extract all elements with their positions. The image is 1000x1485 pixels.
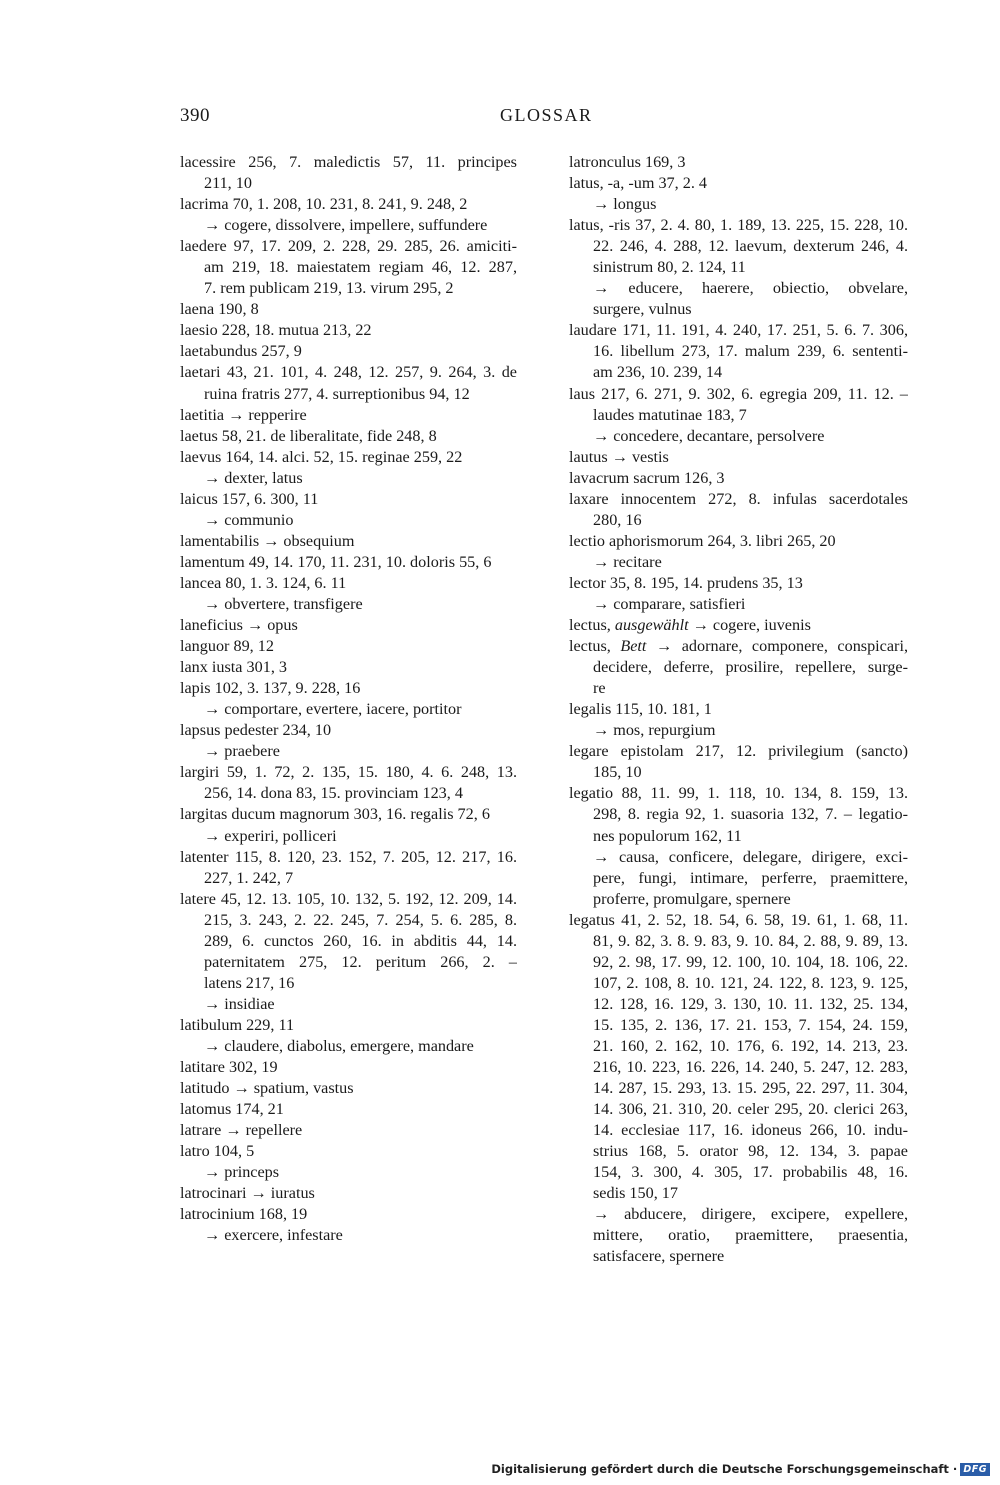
german-gloss: ausgewählt: [614, 616, 689, 635]
glossary-entry-continuation: 256, 14. dona 83, 15. provinciam 123, 4: [204, 784, 463, 803]
glossary-entry-continuation: 289, 6. cunctos 260, 16. in abditis 44, 14.: [204, 931, 517, 950]
glossary-entry: [569, 489, 908, 531]
glossary-entry: [569, 699, 908, 741]
glossary-entry-headline: laedere 97, 17. 209, 2. 228, 29. 285, 26. amiciti-: [180, 237, 517, 256]
glossary-entry-headline: laetabundus 257, 9: [180, 342, 302, 361]
glossary-entry-continuation: 216, 10. 223, 16. 226, 14. 240, 5. 247, 12. 283,: [593, 1058, 908, 1077]
glossary-entry-headline: laesio 228, 18. mutua 213, 22: [180, 321, 372, 340]
glossary-entry-headline: latenter 115, 8. 120, 23. 152, 7. 205, 12. 217, 16.: [180, 847, 517, 866]
glossary-entry-continuation: 107, 2. 108, 8. 10. 121, 24. 122, 8. 123, 9. 125,: [593, 973, 908, 992]
glossary-column-left: [180, 152, 517, 1246]
glossary-entry: [180, 1099, 517, 1120]
glossary-entry: [180, 531, 517, 552]
glossary-entry-headline: latitudo → spatium, vastus: [180, 1079, 354, 1098]
glossary-entry-headline: laudare 171, 11. 191, 4. 240, 17. 251, 5. 6. 7. 306,: [569, 321, 908, 340]
glossary-entry-headline: lectio aphorismorum 264, 3. libri 265, 20: [569, 531, 836, 550]
glossary-entry-headline: lapsus pedester 234, 10: [180, 721, 332, 740]
glossary-entry-headline: laneficius → opus: [180, 616, 298, 635]
glossary-entry-headline: laetitia → repperire: [180, 405, 307, 424]
glossary-entry: [180, 636, 517, 657]
glossary-entry-continuation: → princeps: [204, 1163, 280, 1182]
glossary-entry-headline: lector 35, 8. 195, 14. prudens 35, 13: [569, 573, 803, 592]
glossary-entry: [180, 299, 517, 320]
glossary-entry-continuation: 298, 8. regia 92, 1. suasoria 132, 7. – legatio-: [593, 805, 908, 824]
glossary-entry-continuation: → experiri, polliceri: [204, 826, 337, 845]
glossary-entry-headline: latus, -a, -um 37, 2. 4: [569, 174, 708, 193]
glossary-entry-headline: lectus, Bett → adornare, componere, conspicari,: [569, 637, 908, 656]
glossary-entry-continuation: → communio: [204, 510, 294, 529]
glossary-entry-headline: laetus 58, 21. de liberalitate, fide 248, 8: [180, 426, 437, 445]
glossary-entry: [180, 552, 517, 573]
glossary-entry-continuation: ruina fratris 277, 4. surreptionibus 94, 12: [204, 384, 470, 403]
glossary-entry-continuation: 21. 160, 2. 162, 10. 176, 6. 192, 14. 213, 23.: [593, 1036, 908, 1055]
glossary-entry-headline: legare epistolam 217, 12. privilegium (sancto): [569, 742, 908, 761]
glossary-entry-continuation: decidere, deferre, prosilire, repellere, surge-: [593, 658, 908, 677]
glossary-entry-continuation: am 219, 18. maiestatem regiam 46, 12. 287,: [204, 258, 517, 277]
glossary-entry-headline: laena 190, 8: [180, 300, 259, 319]
glossary-entry-headline: latrare → repellere: [180, 1121, 303, 1140]
glossary-entry-continuation: → dexter, latus: [204, 468, 303, 487]
glossary-entry-continuation: 14. ecclesiae 117, 16. idoneus 266, 10. indu-: [593, 1121, 908, 1140]
glossary-entry: [569, 215, 908, 320]
glossary-entry: [569, 531, 908, 573]
glossary-entry-headline: laetari 43, 21. 101, 4. 248, 12. 257, 9. 264, 3. de: [180, 363, 517, 382]
glossary-entry-continuation: 14. 306, 21. 310, 20. celer 295, 20. clerici 263,: [593, 1100, 908, 1119]
glossary-entry: [569, 384, 908, 447]
footer-credit: Digitalisierung gefördert durch die Deutsche Forschungsgemeinschaft ·: [491, 1462, 958, 1476]
glossary-entry-continuation: satisfacere, spernere: [593, 1247, 725, 1266]
glossary-entry-continuation: → abducere, dirigere, excipere, expellere,: [593, 1205, 908, 1224]
glossary-entry-continuation: → praebere: [204, 742, 280, 761]
glossary-entry-headline: latibulum 229, 11: [180, 1015, 295, 1034]
glossary-entry: [180, 1204, 517, 1246]
glossary-entry-continuation: 15. 135, 2. 136, 17. 21. 153, 7. 154, 24. 159,: [593, 1015, 908, 1034]
glossary-entry: [180, 1057, 517, 1078]
glossary-entry-headline: lautus → vestis: [569, 447, 669, 466]
glossary-entry: [569, 573, 908, 615]
glossary-entry-headline: lancea 80, 1. 3. 124, 6. 11: [180, 573, 347, 592]
glossary-entry-continuation: 7. rem publicam 219, 13. virum 295, 2: [204, 279, 454, 298]
glossary-entry: [180, 152, 517, 194]
glossary-entry-headline: largitas ducum magnorum 303, 16. regalis 72, 6: [180, 805, 490, 824]
glossary-entry: [180, 1078, 517, 1099]
glossary-entry: [180, 847, 517, 889]
glossary-entry-continuation: → cogere, dissolvere, impellere, suffundere: [204, 216, 488, 235]
glossary-entry: [180, 720, 517, 762]
glossary-column-right: [569, 152, 908, 1267]
glossary-entry-continuation: paternitatem 275, 12. peritum 266, 2. –: [204, 952, 517, 971]
glossary-entry-continuation: 280, 16: [593, 510, 642, 529]
glossary-entry-continuation: 16. libellum 273, 17. malum 239, 6. sententi-: [593, 342, 908, 361]
glossary-entry-headline: latrocinium 168, 19: [180, 1205, 308, 1224]
glossary-entry: [180, 341, 517, 362]
glossary-entry-continuation: pere, fungi, intimare, perferre, praemittere,: [593, 868, 908, 887]
glossary-entry-continuation: am 236, 10. 239, 14: [593, 363, 723, 382]
glossary-entry-continuation: → comparare, satisfieri: [593, 594, 746, 613]
glossary-entry-continuation: 215, 3. 243, 2. 22. 245, 7. 254, 5. 6. 285, 8.: [204, 910, 517, 929]
glossary-entry-continuation: → educere, haerere, obiectio, obvelare,: [593, 279, 908, 298]
glossary-entry-headline: lamentum 49, 14. 170, 11. 231, 10. doloris 55, 6: [180, 552, 492, 571]
glossary-entry-continuation: 12. 128, 16. 129, 3. 130, 10. 11. 132, 25. 134,: [593, 994, 908, 1013]
glossary-entry: [180, 362, 517, 404]
running-title: GLOSSAR: [500, 105, 593, 125]
glossary-entry-continuation: latens 217, 16: [204, 973, 295, 992]
glossary-entry: [569, 783, 908, 909]
glossary-entry-continuation: → insidiae: [204, 994, 275, 1013]
glossary-entry-continuation: → claudere, diabolus, emergere, mandare: [204, 1036, 474, 1055]
glossary-entry: [569, 636, 908, 699]
glossary-entry: [180, 657, 517, 678]
page-footer: [0, 1462, 990, 1482]
glossary-entry-headline: legatus 41, 2. 52, 18. 54, 6. 58, 19. 61, 1. 68, 11.: [569, 910, 908, 929]
glossary-entry: [180, 1183, 517, 1204]
dfg-logo: DFG: [960, 1463, 990, 1476]
glossary-entry-continuation: 14. 287, 15. 293, 13. 15. 295, 22. 297, 11. 304,: [593, 1079, 908, 1098]
page-header: [0, 105, 1000, 135]
glossary-entry-continuation: surgere, vulnus: [593, 300, 692, 319]
glossary-entry-continuation: → causa, conficere, delegare, dirigere, exci-: [593, 847, 908, 866]
page-number: 390: [180, 105, 210, 126]
glossary-entry-continuation: → recitare: [593, 552, 662, 571]
glossary-entry-continuation: strius 168, 5. orator 98, 12. 134, 3. papae: [593, 1142, 908, 1161]
glossary-entry: [180, 1015, 517, 1057]
glossary-entry-continuation: re: [593, 679, 606, 698]
glossary-entry: [180, 762, 517, 804]
glossary-entry-headline: legalis 115, 10. 181, 1: [569, 700, 712, 719]
glossary-entry: [180, 889, 517, 1015]
glossary-entry-headline: laicus 157, 6. 300, 11: [180, 489, 319, 508]
glossary-entry: [180, 1120, 517, 1141]
glossary-entry-continuation: → obvertere, transfigere: [204, 594, 363, 613]
glossary-entry-headline: largiri 59, 1. 72, 2. 135, 15. 180, 4. 6. 248, 13.: [180, 763, 517, 782]
glossary-entry: [180, 678, 517, 720]
glossary-entry: [569, 741, 908, 783]
glossary-entry-headline: laus 217, 6. 271, 9. 302, 6. egregia 209, 11. 12. –: [569, 384, 908, 403]
glossary-entry: [180, 615, 517, 636]
glossary-entry-continuation: 154, 3. 300, 4. 305, 17. probabilis 48, 16.: [593, 1163, 908, 1182]
glossary-entry: [180, 489, 517, 531]
glossary-entry: [180, 426, 517, 447]
glossary-entry-headline: lacrima 70, 1. 208, 10. 231, 8. 241, 9. 248, 2: [180, 195, 468, 214]
glossary-entry: [569, 615, 908, 636]
glossary-entry-headline: legatio 88, 11. 99, 1. 118, 10. 134, 8. 159, 13.: [569, 784, 908, 803]
glossary-entry-continuation: laudes matutinae 183, 7: [593, 405, 747, 424]
glossary-entry: [569, 320, 908, 383]
glossary-entry: [180, 573, 517, 615]
glossary-entry-continuation: → longus: [593, 195, 657, 214]
glossary-entry-headline: laevus 164, 14. alci. 52, 15. reginae 259, 22: [180, 447, 463, 466]
glossary-entry: [180, 804, 517, 846]
glossary-entry-continuation: → concedere, decantare, persolvere: [593, 426, 825, 445]
glossary-entry-headline: lavacrum sacrum 126, 3: [569, 468, 725, 487]
glossary-entry-continuation: mittere, oratio, praemittere, praesentia,: [593, 1226, 908, 1245]
glossary-entry-continuation: 211, 10: [204, 174, 252, 193]
glossary-entry-continuation: → comportare, evertere, iacere, portitor: [204, 700, 462, 719]
glossary-entry: [569, 152, 908, 173]
glossary-entry: [180, 1141, 517, 1183]
german-gloss: Bett: [620, 637, 647, 656]
glossary-entry: [569, 447, 908, 468]
glossary-entry-headline: latus, -ris 37, 2. 4. 80, 1. 189, 13. 225, 15. 228, 10.: [569, 216, 908, 235]
glossary-entry-headline: lacessire 256, 7. maledictis 57, 11. principes: [180, 153, 517, 171]
glossary-entry: [180, 194, 517, 236]
glossary-entry-headline: lapis 102, 3. 137, 9. 228, 16: [180, 679, 361, 698]
glossary-entry-headline: latomus 174, 21: [180, 1100, 284, 1119]
glossary-entry-continuation: nes populorum 162, 11: [593, 826, 742, 845]
glossary-entry: [569, 910, 908, 1268]
glossary-entry-continuation: → mos, repurgium: [593, 721, 716, 740]
glossary-entry: [180, 447, 517, 489]
glossary-entry-headline: latere 45, 12. 13. 105, 10. 132, 5. 192, 12. 209, 14.: [180, 889, 517, 908]
glossary-entry: [569, 468, 908, 489]
glossary-entry-headline: lanx iusta 301, 3: [180, 658, 288, 677]
glossary-entry-headline: latronculus 169, 3: [569, 153, 686, 171]
glossary-entry-continuation: 185, 10: [593, 763, 642, 782]
glossary-entry-headline: lectus, ausgewählt → cogere, iuvenis: [569, 616, 811, 635]
glossary-entry-continuation: proferre, promulgare, spernere: [593, 889, 791, 908]
glossary-entry: [180, 320, 517, 341]
glossary-entry-continuation: 81, 9. 82, 3. 8. 9. 83, 9. 10. 84, 2. 88, 9. 89, 13.: [593, 931, 908, 950]
glossary-entry-headline: latitare 302, 19: [180, 1058, 278, 1077]
glossary-entry-headline: laxare innocentem 272, 8. infulas sacerdotales: [569, 489, 908, 508]
glossary-entry-continuation: 22. 246, 4. 288, 12. laevum, dexterum 246, 4.: [593, 237, 908, 256]
glossary-entry-headline: latrocinari → iuratus: [180, 1184, 315, 1203]
glossary-entry-continuation: 92, 2. 98, 17. 99, 12. 100, 10. 104, 18. 106, 22.: [593, 952, 908, 971]
glossary-entry-headline: latro 104, 5: [180, 1142, 255, 1161]
glossary-entry-headline: languor 89, 12: [180, 637, 274, 656]
glossary-entry: [180, 405, 517, 426]
glossary-entry-headline: lamentabilis → obsequium: [180, 531, 355, 550]
glossary-entry: [569, 173, 908, 215]
glossary-entry-continuation: sedis 150, 17: [593, 1184, 678, 1203]
glossary-entry: [180, 236, 517, 299]
glossary-entry-continuation: → exercere, infestare: [204, 1226, 343, 1245]
glossary-entry-continuation: sinistrum 80, 2. 124, 11: [593, 258, 746, 277]
glossary-entry-continuation: 227, 1. 242, 7: [204, 868, 294, 887]
